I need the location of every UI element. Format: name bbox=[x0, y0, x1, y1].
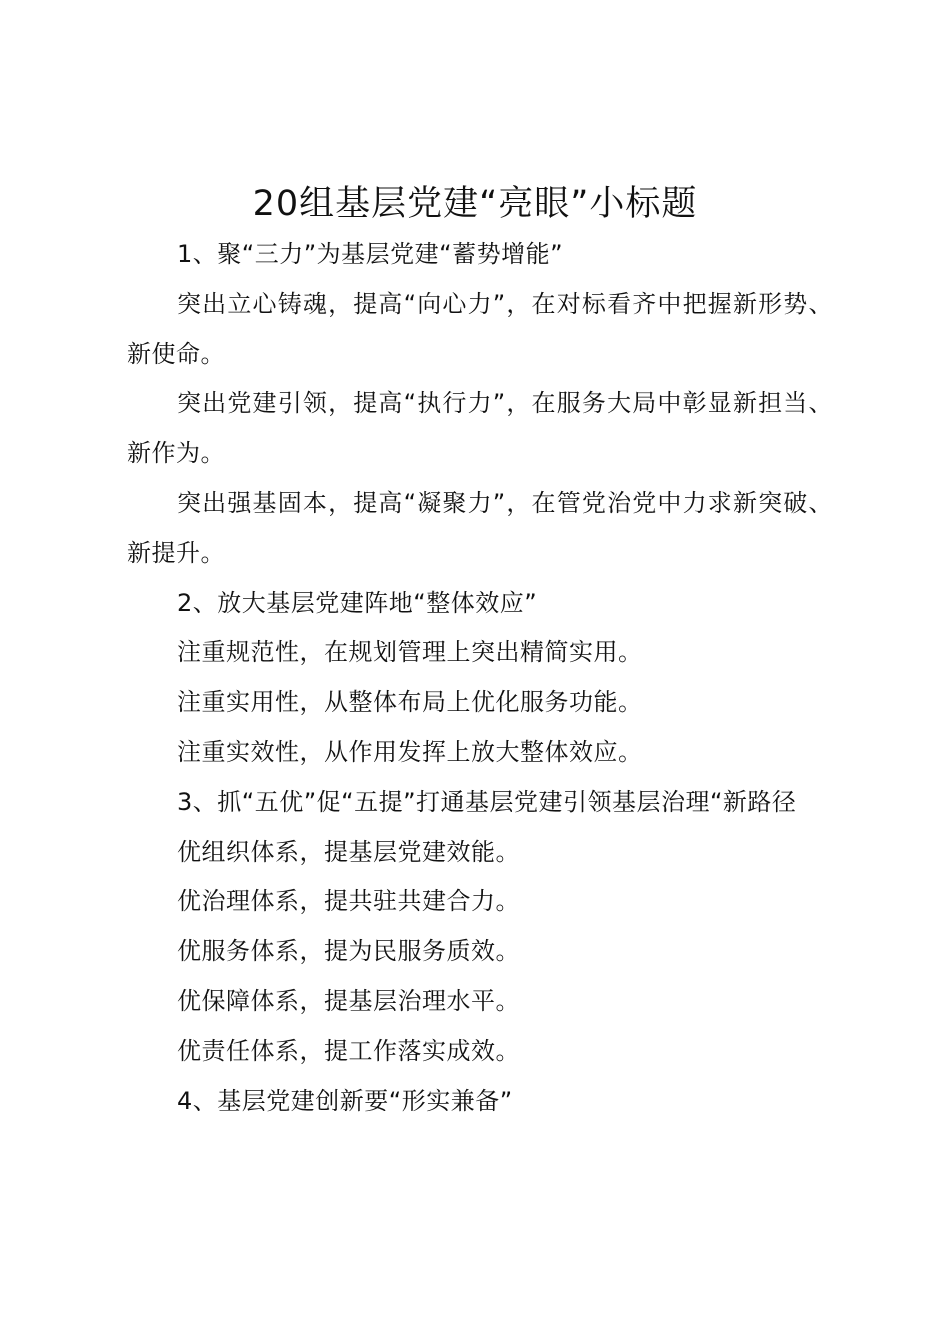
body-paragraph: 优治理体系，提共驻共建合力。 bbox=[177, 887, 520, 916]
body-paragraph: 突出党建引领，提高“执行力”，在服务大局中彰显新担当、新作为。 bbox=[127, 389, 833, 468]
body-paragraph: 优保障体系，提基层治理水平。 bbox=[177, 986, 520, 1015]
body-paragraph: 突出强基固本，提高“凝聚力”，在管党治党中力求新突破、新提升。 bbox=[127, 488, 833, 567]
document-body bbox=[127, 230, 833, 1126]
body-paragraph: 优组织体系，提基层党建效能。 bbox=[177, 837, 520, 866]
body-paragraph: 注重实效性，从作用发挥上放大整体效应。 bbox=[177, 737, 643, 766]
document-title: 20组基层党建“亮眼”小标题 bbox=[252, 184, 698, 224]
body-paragraph: 突出立心铸魂，提高“向心力”，在对标看齐中把握新形势、新使命。 bbox=[127, 289, 833, 368]
body-paragraph: 优责任体系，提工作落实成效。 bbox=[177, 1036, 520, 1065]
section-heading-2: 2、放大基层党建阵地“整体效应” bbox=[177, 588, 538, 617]
body-paragraph: 注重规范性，在规划管理上突出精简实用。 bbox=[177, 638, 643, 667]
section-heading-4: 4、基层党建创新要“形实兼备” bbox=[177, 1086, 513, 1115]
section-heading-1: 1、聚“三力”为基层党建“蓄势增能” bbox=[177, 240, 564, 268]
body-paragraph: 注重实用性，从整体布局上优化服务功能。 bbox=[177, 688, 643, 717]
section-heading-3: 3、抓“五优”促“五提”打通基层党建引领基层治理“新路径 bbox=[177, 787, 797, 816]
body-paragraph: 优服务体系，提为民服务质效。 bbox=[177, 937, 520, 966]
